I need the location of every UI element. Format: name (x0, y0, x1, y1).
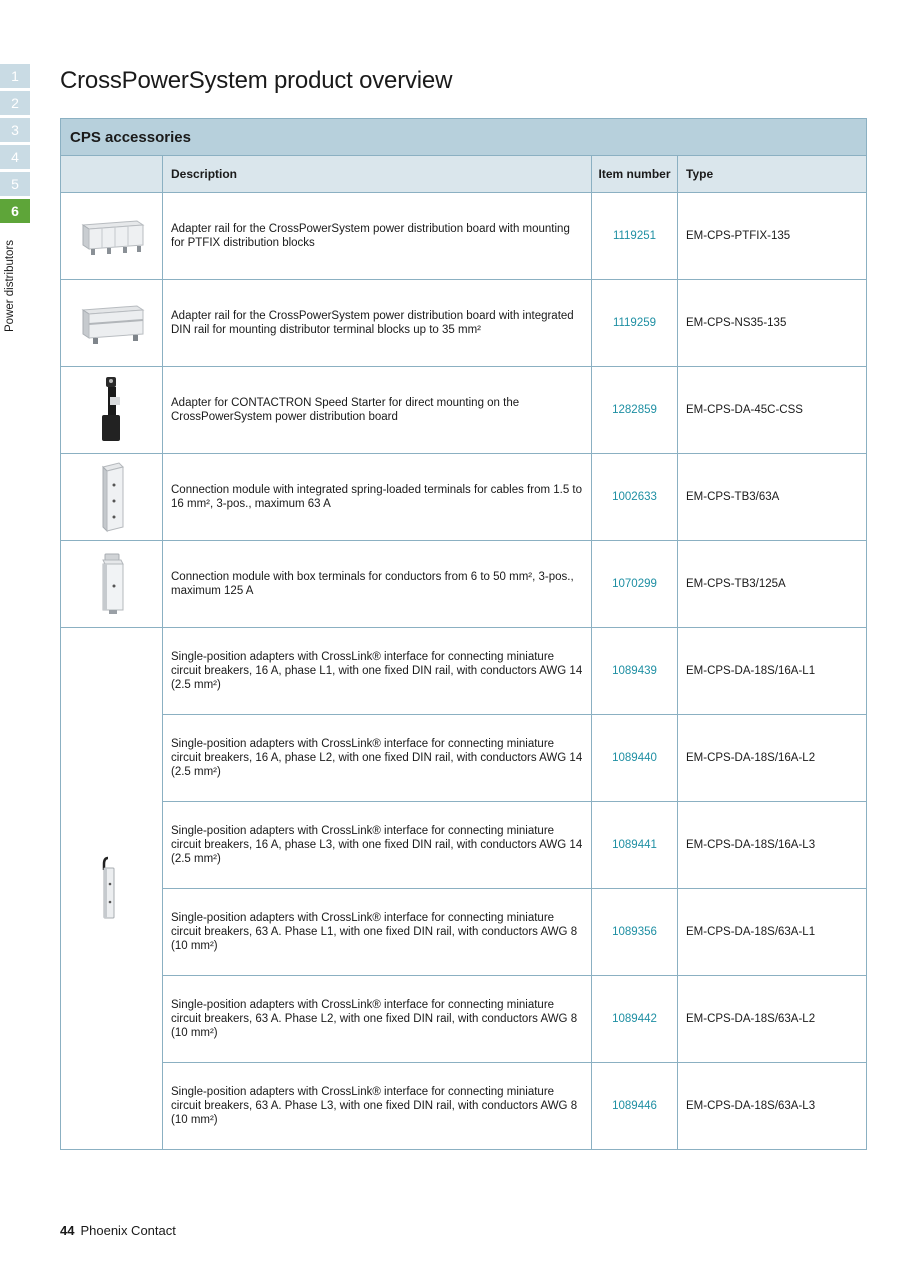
row-type: EM-CPS-DA-18S/63A-L2 (678, 976, 867, 1063)
row-description: Single-position adapters with CrossLink® interface for connecting miniature circuit breakers, 16 A, phase L1, with one fixed DIN rail, with conductors AWG 14 (2.5 mm²) (163, 628, 592, 715)
row-description: Single-position adapters with CrossLink® interface for connecting miniature circuit breakers, 63 A. Phase L3, with one fixed DIN rail, with conductors AWG 8 (10 mm²) (163, 1063, 592, 1150)
row-type: EM-CPS-DA-18S/16A-L3 (678, 802, 867, 889)
row-type: EM-CPS-PTFIX-135 (678, 193, 867, 280)
table-row (163, 1063, 867, 1150)
row-description: Adapter for CONTACTRON Speed Starter for direct mounting on the CrossPowerSystem power distribution board (163, 367, 592, 454)
item-number-link[interactable]: 1282859 (592, 367, 678, 454)
table-row (60, 367, 867, 454)
table-row (163, 628, 867, 715)
table-row (60, 280, 867, 367)
single-position-adapter-icon (60, 628, 163, 1150)
table-row (163, 802, 867, 889)
item-number-link[interactable]: 1119251 (592, 193, 678, 280)
chapter-tab-5[interactable]: 5 (0, 172, 30, 196)
row-type: EM-CPS-DA-18S/16A-L1 (678, 628, 867, 715)
chapter-tab-6-active[interactable]: 6 (0, 199, 30, 223)
item-number-link[interactable]: 1089442 (592, 976, 678, 1063)
adapter-group (60, 628, 867, 1150)
table-row (60, 454, 867, 541)
table-row (60, 193, 867, 280)
row-type: EM-CPS-TB3/63A (678, 454, 867, 541)
page-footer (60, 1223, 176, 1238)
contactron-adapter-icon (60, 367, 163, 454)
row-description: Adapter rail for the CrossPowerSystem power distribution board with mounting for PTFIX distribution blocks (163, 193, 592, 280)
table-row (163, 976, 867, 1063)
header-description: Description (163, 156, 592, 193)
chapter-tab-4[interactable]: 4 (0, 145, 30, 169)
header-type: Type (678, 156, 867, 193)
chapter-side-label: Power distributors (4, 239, 16, 332)
table-row (60, 541, 867, 628)
row-description: Single-position adapters with CrossLink® interface for connecting miniature circuit breakers, 63 A. Phase L2, with one fixed DIN rail, with conductors AWG 8 (10 mm²) (163, 976, 592, 1063)
chapter-tab-3[interactable]: 3 (0, 118, 30, 142)
chapter-tab-2[interactable]: 2 (0, 91, 30, 115)
chapter-tabs (0, 64, 30, 226)
row-description: Single-position adapters with CrossLink® interface for connecting miniature circuit breakers, 16 A, phase L2, with one fixed DIN rail, with conductors AWG 14 (2.5 mm²) (163, 715, 592, 802)
row-type: EM-CPS-TB3/125A (678, 541, 867, 628)
item-number-link[interactable]: 1089439 (592, 628, 678, 715)
company-name: Phoenix Contact (80, 1223, 176, 1238)
row-description: Single-position adapters with CrossLink® interface for connecting miniature circuit breakers, 16 A, phase L3, with one fixed DIN rail, with conductors AWG 14 (2.5 mm²) (163, 802, 592, 889)
row-description: Adapter rail for the CrossPowerSystem power distribution board with integrated DIN rail for mounting distributor terminal blocks up to 35 mm² (163, 280, 592, 367)
header-item-number: Item number (592, 156, 678, 193)
accessories-table (60, 118, 867, 1150)
page-number: 44 (60, 1223, 75, 1238)
connection-module-spring-icon (60, 454, 163, 541)
item-number-link[interactable]: 1070299 (592, 541, 678, 628)
item-number-link[interactable]: 1089356 (592, 889, 678, 976)
item-number-link[interactable]: 1119259 (592, 280, 678, 367)
item-number-link[interactable]: 1089446 (592, 1063, 678, 1150)
table-row (163, 889, 867, 976)
adapter-rail-ptfix-icon (60, 193, 163, 280)
row-type: EM-CPS-DA-18S/16A-L2 (678, 715, 867, 802)
item-number-link[interactable]: 1002633 (592, 454, 678, 541)
header-image-cell (60, 156, 163, 193)
row-description: Connection module with integrated spring-loaded terminals for cables from 1.5 to 16 mm², 3-pos., maximum 63 A (163, 454, 592, 541)
row-type: EM-CPS-DA-18S/63A-L3 (678, 1063, 867, 1150)
row-type: EM-CPS-DA-45C-CSS (678, 367, 867, 454)
connection-module-box-icon (60, 541, 163, 628)
row-type: EM-CPS-NS35-135 (678, 280, 867, 367)
table-header-row (60, 156, 867, 193)
chapter-tab-1[interactable]: 1 (0, 64, 30, 88)
item-number-link[interactable]: 1089441 (592, 802, 678, 889)
adapter-group-rows (163, 628, 867, 1150)
adapter-rail-ns35-icon (60, 280, 163, 367)
table-row (163, 715, 867, 802)
section-title: CPS accessories (60, 118, 867, 156)
item-number-link[interactable]: 1089440 (592, 715, 678, 802)
page-title: CrossPowerSystem product overview (60, 67, 453, 94)
row-type: EM-CPS-DA-18S/63A-L1 (678, 889, 867, 976)
row-description: Single-position adapters with CrossLink® interface for connecting miniature circuit breakers, 63 A. Phase L1, with one fixed DIN rail, with conductors AWG 8 (10 mm²) (163, 889, 592, 976)
row-description: Connection module with box terminals for conductors from 6 to 50 mm², 3-pos., maximum 125 A (163, 541, 592, 628)
